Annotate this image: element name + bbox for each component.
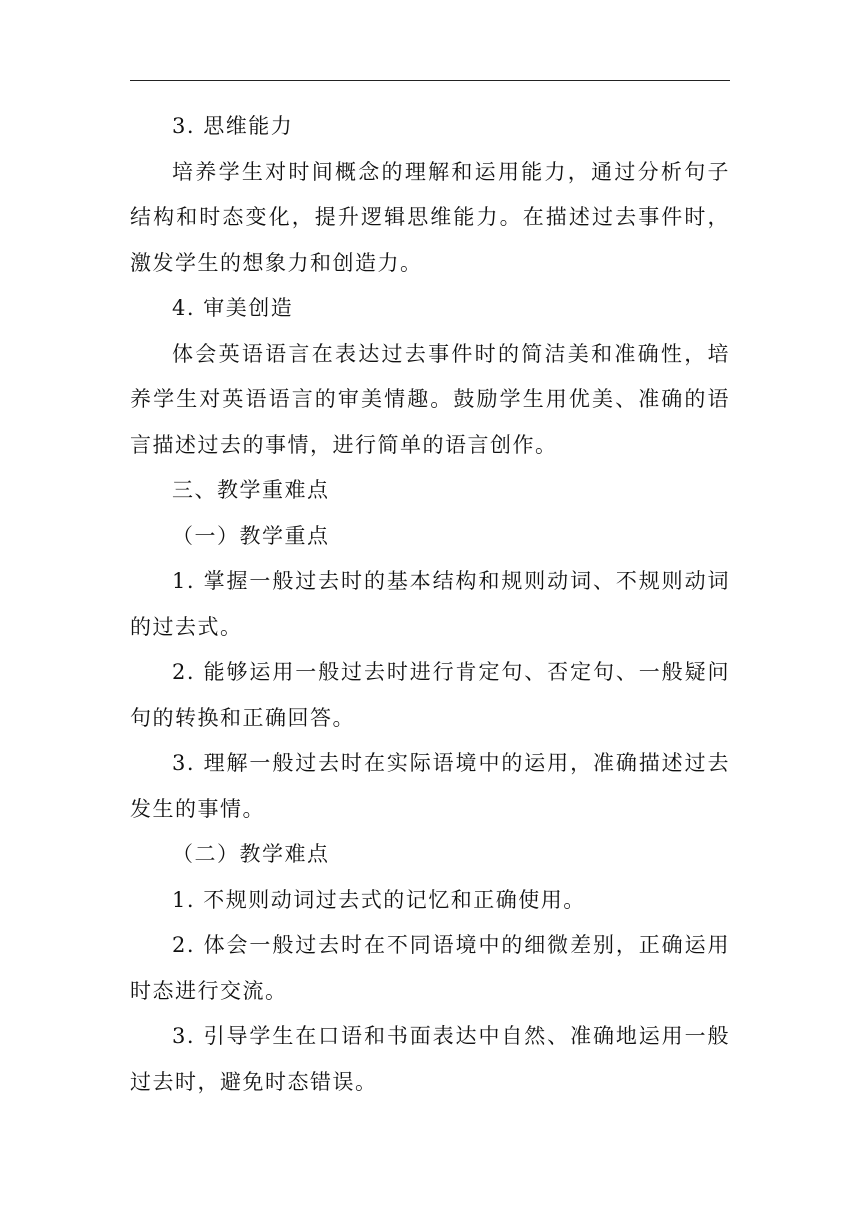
header-rule [130, 80, 730, 81]
difficult-point-item: 3. 引导学生在口语和书面表达中自然、准确地运用一般过去时，避免时态错误。 [130, 1024, 730, 1094]
paragraph-aesthetic-creation: 体会英语语言在表达过去事件时的简洁美和准确性，培养学生对英语语言的审美情趣。鼓励学生用优美、准确的语言描述过去的事情，进行简单的语言创作。 [130, 341, 730, 457]
difficult-point-item: 1. 不规则动词过去式的记忆和正确使用。 [172, 887, 586, 912]
subheading-difficult-points: （二）教学难点 [172, 842, 330, 866]
section-heading-key-difficult-points: 三、教学重难点 [172, 478, 330, 502]
heading-thinking-ability: 3. 思维能力 [172, 114, 294, 138]
key-point-item: 2. 能够运用一般过去时进行肯定句、否定句、一般疑问句的转换和正确回答。 [130, 660, 730, 730]
key-point-item: 3. 理解一般过去时在实际语境中的运用，准确描述过去发生的事情。 [130, 751, 730, 821]
difficult-point-item: 2. 体会一般过去时在不同语境中的细微差别，正确运用时态进行交流。 [130, 933, 730, 1003]
document-body [130, 104, 730, 1105]
key-point-item: 1. 掌握一般过去时的基本结构和规则动词、不规则动词的过去式。 [130, 569, 730, 639]
heading-aesthetic-creation: 4. 审美创造 [172, 296, 294, 320]
paragraph-thinking-ability: 培养学生对时间概念的理解和运用能力，通过分析句子结构和时态变化，提升逻辑思维能力。在描述过去事件时，激发学生的想象力和创造力。 [130, 159, 730, 275]
subheading-key-points: （一）教学重点 [172, 523, 330, 548]
